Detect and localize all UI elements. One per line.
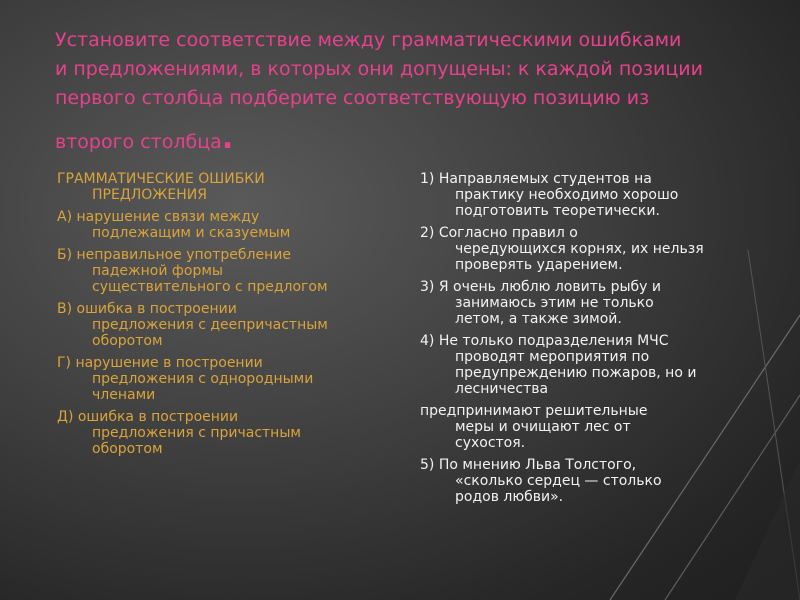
error-line: В) ошибка в построении [57, 301, 237, 317]
sentence-1 [420, 171, 780, 219]
error-type-g [57, 355, 392, 403]
sentence-line: проводят мероприятия по [455, 349, 650, 365]
error-line: Г) нарушение в построении [57, 355, 263, 371]
error-types-column [57, 171, 392, 463]
sentence-line: сухостоя. [455, 435, 526, 451]
error-line: предложения с причастным [92, 425, 301, 441]
sentence-line: практику необходимо хорошо [455, 187, 679, 203]
error-line: членами [92, 387, 156, 403]
sentence-line: занимаюсь этим не только [455, 295, 654, 311]
sentence-line: предупреждению пожаров, но и [455, 365, 697, 381]
slide-title [55, 26, 770, 157]
header-line: ГРАММАТИЧЕСКИЕ ОШИБКИ [57, 171, 265, 187]
error-type-b [57, 247, 392, 295]
error-line: подлежащим и сказуемым [92, 225, 291, 241]
sentence-line: 4) Не только подразделения МЧС [420, 333, 669, 349]
sentence-line: меры и очищают лес от [455, 419, 631, 435]
sentence-line: подготовить теоретически. [455, 203, 660, 219]
sentence-line: проверять ударением. [455, 257, 623, 273]
sentence-line: 5) По мнению Льва Толстого, [420, 457, 637, 473]
sentence-3 [420, 279, 780, 327]
sentence-line: летом, а также зимой. [455, 311, 622, 327]
error-types-header [57, 171, 392, 203]
title-line-1: Установите соответствие между грамматическими ошибками [55, 29, 682, 51]
title-line-4-text: второго столбца [55, 131, 222, 153]
error-line: Д) ошибка в построении [57, 409, 239, 425]
sentence-line: лесничества [455, 381, 549, 397]
error-type-a [57, 209, 392, 241]
error-line: А) нарушение связи между [57, 209, 260, 225]
error-line: оборотом [92, 333, 163, 349]
sentence-line: «сколько сердец — столько [455, 473, 662, 489]
sentence-line: 1) Направляемых студентов на [420, 171, 652, 187]
error-line: Б) неправильное употребление [57, 247, 291, 263]
error-type-v [57, 301, 392, 349]
sentence-line: предпринимают решительные [420, 403, 648, 419]
error-line: существительного с предлогом [92, 279, 328, 295]
title-line-2: и предложениями, в которых они допущены: к каждой позиции [55, 58, 703, 80]
sentence-4-continuation [420, 403, 780, 451]
sentence-line: чередующихся корнях, их нельзя [455, 241, 704, 257]
error-line: падежной формы [92, 263, 223, 279]
sentence-line: 2) Согласно правил о [420, 225, 578, 241]
sentence-5 [420, 457, 780, 505]
sentence-line: родов любви». [455, 489, 564, 505]
error-line: предложения с однородными [92, 371, 314, 387]
error-line: оборотом [92, 441, 163, 457]
error-type-d [57, 409, 392, 457]
sentences-column [420, 171, 780, 511]
title-line-4 [55, 121, 770, 157]
error-line: предложения с деепричастным [92, 317, 328, 333]
title-line-3: первого столбца подберите соответствующую позицию из [55, 87, 650, 109]
sentence-2 [420, 225, 780, 273]
sentence-line: 3) Я очень люблю ловить рыбу и [420, 279, 661, 295]
title-dot: . [221, 121, 234, 156]
sentence-4 [420, 333, 780, 397]
header-line: ПРЕДЛОЖЕНИЯ [92, 187, 207, 203]
